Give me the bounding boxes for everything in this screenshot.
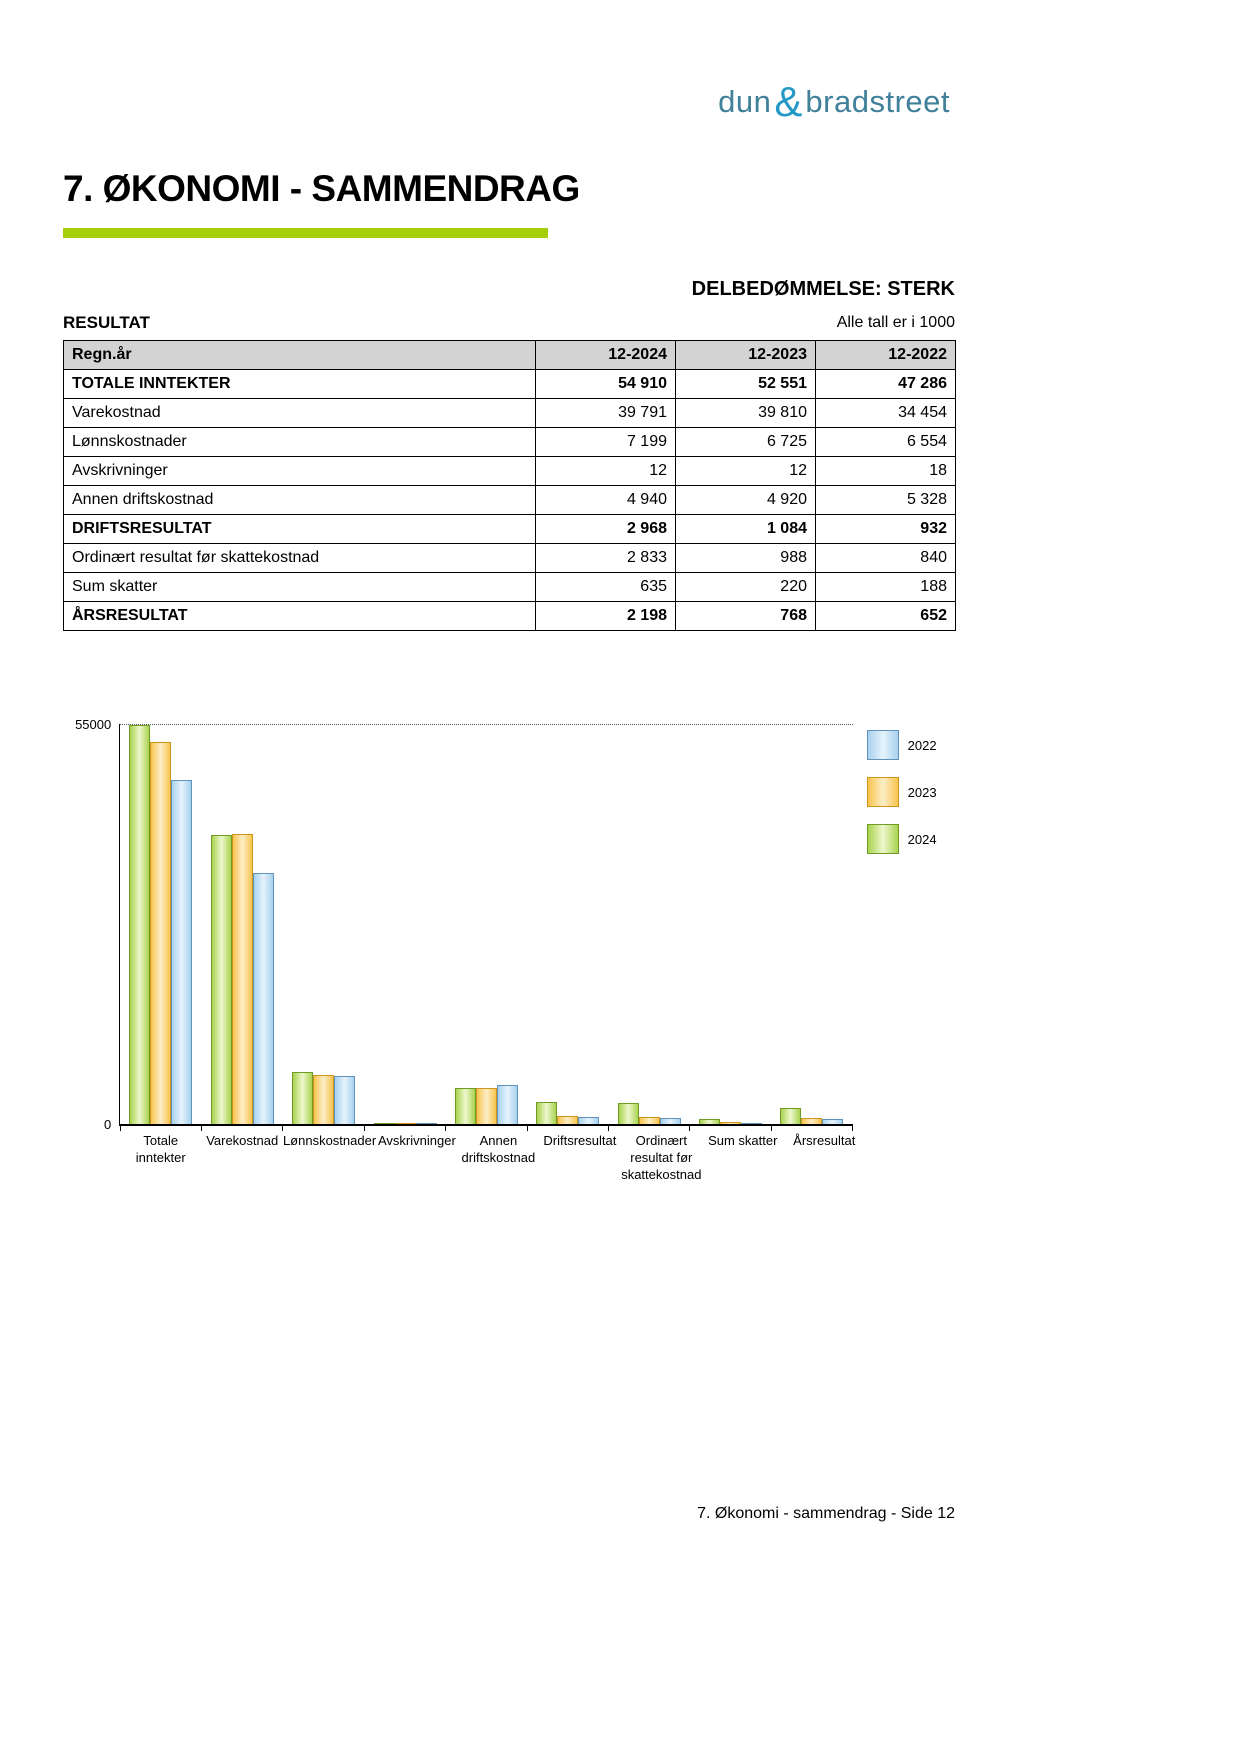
bar-group: [446, 1085, 527, 1124]
row-label: Lønnskostnader: [64, 428, 536, 457]
table-row: [64, 370, 956, 399]
category-label: Annen driftskostnad: [461, 1133, 536, 1165]
row-label: Avskrivninger: [64, 457, 536, 486]
x-axis-tick: [852, 1126, 853, 1131]
row-value: 635: [536, 573, 676, 602]
chart-groups: [120, 724, 852, 1124]
legend-item: [867, 777, 965, 807]
table-row: [64, 399, 956, 428]
bar-group: [364, 1123, 445, 1124]
y-axis: [75, 717, 119, 1132]
row-value: 188: [816, 573, 956, 602]
table-row: [64, 544, 956, 573]
y-axis-tick-label-max: 55000: [75, 717, 112, 732]
page-title: 7. ØKONOMI - SAMMENDRAG: [63, 168, 580, 209]
bar-2023: [720, 1122, 741, 1124]
category-label: Ordinært resultat før skattekostnad: [621, 1133, 702, 1182]
table-row: [64, 602, 956, 631]
row-label: Varekostnad: [64, 399, 536, 428]
bar-2023: [557, 1116, 578, 1124]
category-label: Driftsresultat: [543, 1133, 617, 1148]
category-label: Totale inntekter: [135, 1133, 186, 1165]
bar-group: [283, 1072, 364, 1124]
row-value: 932: [816, 515, 956, 544]
bar-2022: [822, 1119, 843, 1124]
page-footer: 7. Økonomi - sammendrag - Side 12: [697, 1505, 955, 1522]
bar-2023: [801, 1118, 822, 1124]
row-value: 220: [676, 573, 816, 602]
column-header-2022: 12-2022: [816, 341, 956, 370]
legend-swatch-2023: [867, 777, 899, 807]
bar-2024: [699, 1119, 720, 1124]
table-row: [64, 486, 956, 515]
x-axis-tick: [445, 1126, 446, 1131]
bar-2023: [395, 1123, 416, 1124]
bar-2023: [639, 1117, 660, 1124]
bar-group: [608, 1103, 689, 1124]
row-value: 4 940: [536, 486, 676, 515]
category-label: Avskrivninger: [378, 1133, 456, 1148]
bar-2023: [313, 1075, 334, 1124]
x-axis-tick: [527, 1126, 528, 1131]
bar-2022: [497, 1085, 518, 1124]
bar-2024: [780, 1108, 801, 1124]
bar-2022: [171, 780, 192, 1124]
row-value: 54 910: [536, 370, 676, 399]
chart-labels: [120, 1126, 865, 1184]
bar-group: [120, 725, 201, 1124]
y-axis-tick-label-zero: 0: [104, 1117, 112, 1132]
bar-2022: [334, 1076, 355, 1124]
bar-2023: [476, 1088, 497, 1124]
legend-swatch-2024: [867, 824, 899, 854]
x-axis-tick: [689, 1126, 690, 1131]
table-row: [64, 573, 956, 602]
row-value: 840: [816, 544, 956, 573]
x-axis-tick: [608, 1126, 609, 1131]
bar-group: [202, 834, 283, 1124]
row-value: 12: [536, 457, 676, 486]
results-table-header: [64, 341, 956, 370]
bar-group: [690, 1119, 771, 1124]
bar-2024: [374, 1123, 395, 1124]
chart-plot-area: [119, 724, 852, 1126]
results-bar-chart: [75, 717, 965, 1184]
bar-2023: [232, 834, 253, 1124]
row-value: 7 199: [536, 428, 676, 457]
row-value: 12: [676, 457, 816, 486]
legend-item: [867, 824, 965, 854]
row-value: 34 454: [816, 399, 956, 428]
category-label: Sum skatter: [708, 1133, 778, 1148]
logo-word-dun: dun: [718, 84, 772, 119]
results-table-body: [64, 370, 956, 631]
row-value: 988: [676, 544, 816, 573]
bar-2024: [129, 725, 150, 1124]
row-label: DRIFTSRESULTAT: [64, 515, 536, 544]
bar-2022: [253, 873, 274, 1124]
legend-swatch-2022: [867, 730, 899, 760]
category-label: Varekostnad: [206, 1133, 279, 1148]
row-label: TOTALE INNTEKTER: [64, 370, 536, 399]
bar-2023: [150, 742, 171, 1124]
title-underline-rule: [63, 228, 548, 238]
row-value: 39 791: [536, 399, 676, 428]
row-value: 1 084: [676, 515, 816, 544]
row-value: 2 198: [536, 602, 676, 631]
row-label: Ordinært resultat før skattekostnad: [64, 544, 536, 573]
table-row: [64, 515, 956, 544]
x-axis-tick: [201, 1126, 202, 1131]
row-value: 6 725: [676, 428, 816, 457]
row-value: 768: [676, 602, 816, 631]
logo-word-bradstreet: bradstreet: [805, 84, 950, 119]
bar-group: [771, 1108, 852, 1124]
units-note: Alle tall er i 1000: [836, 314, 955, 331]
results-table: [63, 340, 956, 631]
table-row: [64, 428, 956, 457]
section-label-resultat: RESULTAT: [63, 313, 150, 332]
row-label: Annen driftskostnad: [64, 486, 536, 515]
row-value: 5 328: [816, 486, 956, 515]
row-label: ÅRSRESULTAT: [64, 602, 536, 631]
legend-label: 2023: [907, 784, 937, 800]
bar-2022: [578, 1117, 599, 1124]
column-header-regnaar: Regn.år: [64, 341, 536, 370]
column-header-2024: 12-2024: [536, 341, 676, 370]
category-label: Lønnskostnader: [282, 1133, 377, 1148]
legend-item: [867, 730, 965, 760]
row-value: 18: [816, 457, 956, 486]
x-axis-tick: [771, 1126, 772, 1131]
row-value: 4 920: [676, 486, 816, 515]
bar-2024: [536, 1102, 557, 1124]
row-value: 39 810: [676, 399, 816, 428]
row-label: Sum skatter: [64, 573, 536, 602]
x-axis-tick: [282, 1126, 283, 1131]
row-value: 2 833: [536, 544, 676, 573]
dun-bradstreet-logo: [718, 74, 950, 125]
legend-label: 2022: [907, 737, 937, 753]
row-value: 652: [816, 602, 956, 631]
bar-group: [527, 1102, 608, 1124]
chart-legend: [853, 724, 965, 1126]
logo-ampersand-icon: &: [774, 78, 803, 125]
row-value: 52 551: [676, 370, 816, 399]
category-label: Årsresultat: [793, 1133, 856, 1148]
table-header-row: [64, 341, 956, 370]
x-axis-tick: [364, 1126, 365, 1131]
x-axis-tick: [120, 1126, 121, 1131]
assessment-label: DELBEDØMMELSE: STERK: [691, 278, 955, 300]
table-row: [64, 457, 956, 486]
row-value: 2 968: [536, 515, 676, 544]
row-value: 6 554: [816, 428, 956, 457]
legend-label: 2024: [907, 831, 937, 847]
bar-2022: [741, 1123, 762, 1124]
column-header-2023: 12-2023: [676, 341, 816, 370]
row-value: 47 286: [816, 370, 956, 399]
bar-2024: [292, 1072, 313, 1124]
bar-2024: [618, 1103, 639, 1124]
bar-2022: [660, 1118, 681, 1124]
bar-2022: [416, 1123, 437, 1124]
bar-2024: [211, 835, 232, 1124]
bar-2024: [455, 1088, 476, 1124]
